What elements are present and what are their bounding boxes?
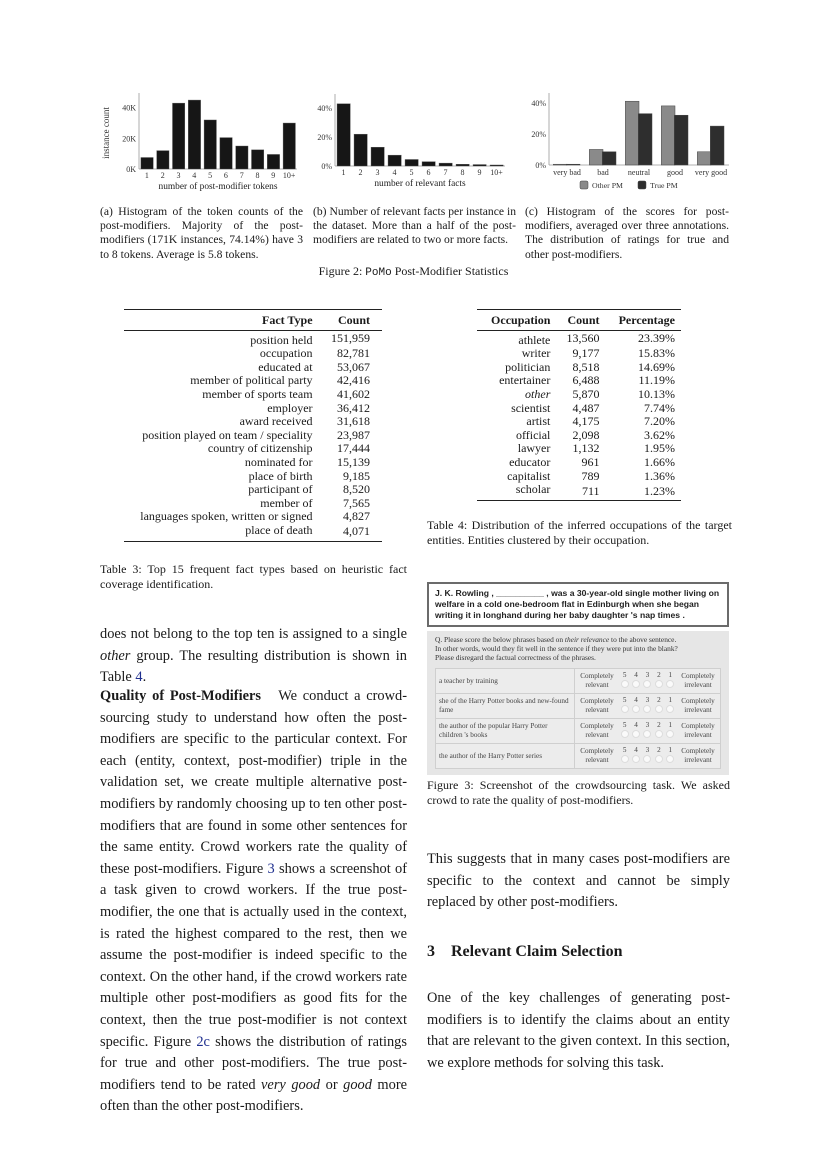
fact-type-cell: employer (267, 400, 313, 415)
bar (204, 120, 216, 169)
table3-row (124, 330, 382, 347)
count-cell: 23,987 (337, 427, 370, 442)
section-title: Relevant Claim Selection (451, 943, 623, 960)
occupation-cell: entertainer (499, 373, 551, 388)
crowd-phrase: a teacher by training (436, 669, 575, 694)
crowd-phrase-row: a teacher by training Completely relevant 5 4 3 2 1 Completely irrelevant (436, 669, 721, 694)
crowd-phrase: the author of the Harry Potter series (436, 744, 575, 769)
fact-type-cell: participant of (248, 482, 313, 497)
count-cell: 9,185 (343, 468, 370, 483)
x-tick-label: 10+ (282, 171, 296, 180)
y-tick-label: 40K (122, 103, 136, 113)
table3-header-fact-type: Fact Type (261, 313, 313, 327)
chart-a-token-counts (100, 92, 300, 192)
bar (490, 165, 503, 166)
fact-type-cell: place of birth (248, 468, 313, 483)
table-3-fact-types (124, 309, 382, 542)
x-tick-label: 1 (341, 168, 346, 177)
percentage-cell: 1.36% (644, 468, 675, 483)
bar (354, 134, 367, 166)
section-number: 3 (427, 943, 435, 960)
occupation-cell: scholar (515, 482, 551, 497)
count-cell: 4,487 (572, 400, 600, 415)
bar (188, 100, 200, 169)
crowd-question-box (427, 631, 729, 775)
table-4-link[interactable]: 4 (135, 669, 143, 686)
rating-radio-5[interactable] (621, 705, 629, 713)
table3-row (124, 497, 382, 511)
x-tick-label: 3 (375, 168, 380, 177)
table3-row (124, 388, 382, 402)
rating-radio-2[interactable] (655, 680, 663, 688)
bar (371, 147, 384, 166)
table3-header-count: Count (337, 313, 370, 327)
count-cell: 5,870 (572, 386, 600, 401)
bar (439, 163, 452, 166)
bar (337, 104, 350, 166)
bar-true-pm (710, 126, 724, 165)
table3-row (124, 524, 382, 541)
count-cell: 41,602 (337, 386, 370, 401)
left-paragraph-1: does not belong to the top ten is assigned to a single other group. The resulting distribution is shown in Table 4. (100, 626, 407, 686)
y-tick-label: 0% (321, 162, 332, 171)
count-cell: 2,098 (572, 427, 600, 442)
pomo-name: PoMo (365, 267, 392, 279)
table3-row (124, 510, 382, 524)
x-tick-label: very good (694, 168, 728, 177)
section-3-heading (427, 943, 623, 961)
percentage-cell: 10.13% (638, 386, 675, 401)
fact-type-cell: position held (250, 332, 313, 347)
bar-true-pm (566, 164, 580, 165)
table3-row (124, 429, 382, 443)
rating-radio-4[interactable] (632, 680, 640, 688)
y-tick-label: 40% (317, 104, 332, 114)
x-tick-label: 10+ (490, 168, 503, 177)
x-tick-label: 8 (460, 168, 465, 177)
count-cell: 4,071 (343, 524, 370, 539)
x-tick-label: 6 (426, 168, 431, 177)
fact-type-cell: place of death (245, 522, 313, 537)
crowd-phrase-row: the author of the popular Harry Potter children 's books Completely relevant 5 4 3 2 1 Completely irrelevant (436, 719, 721, 744)
rating-radio-4[interactable] (632, 730, 640, 738)
table-3-caption: Table 3: Top 15 frequent fact types based on heuristic fact coverage identification. (100, 562, 407, 591)
completely-irrelevant-label: Completely irrelevant (676, 669, 721, 694)
table4-row (477, 483, 681, 500)
table4-row (477, 388, 681, 402)
occupation-cell: capitalist (507, 468, 551, 483)
fact-type-cell: award received (239, 414, 313, 429)
table3-row (124, 415, 382, 429)
bar (267, 154, 279, 169)
x-tick-label: 2 (160, 171, 165, 180)
fact-type-cell: position played on team / speciality (142, 427, 313, 442)
fact-type-cell: nominated for (244, 454, 313, 469)
rating-radio-3[interactable] (643, 680, 651, 688)
rating-radio-4[interactable] (632, 705, 640, 713)
table4-row (477, 402, 681, 416)
bar (283, 123, 295, 169)
chart-b-relevant-facts (305, 92, 510, 192)
completely-relevant-label: Completely relevant (575, 669, 620, 694)
crowd-phrase: the author of the popular Harry Potter children 's books (436, 719, 575, 744)
table3-row (124, 456, 382, 470)
quality-heading: Quality of Post-Modifiers (100, 688, 261, 704)
chart-c-score-histogram (522, 92, 732, 200)
percentage-cell: 14.69% (638, 359, 675, 374)
left-paragraph-quality: Quality of Post-Modifiers We conduct a crowd-sourcing study to understand how often the post-modifiers are specific to the particular context. For each (entity, context, post-modifier) triple in the validation set, we create multiple alternative post-modifiers by randomly choosing up to ten other post-modifiers that are found in some other sentences for the same entity. Crowd workers rate the quality of these post-modifiers. Figure 3 shows a screenshot of a task given to crowd workers. If the true post-modifier, the one that is actually used in the context, is rated the highest compared to the rest, then we assume the post-modifier is indeed specific to the context. On the other hand, if the crowd workers rate multiple other post-modifiers as good fits for the context, then the true post-modifier is not context specific. Figure 2c shows the distribution of ratings for true and other post-modifiers. The true post-modifiers tend to be rated very good or good more often than the other post-modifiers. (100, 688, 408, 1115)
table4-row (477, 374, 681, 388)
table4-row (477, 456, 681, 470)
percentage-cell: 7.74% (644, 400, 675, 415)
occupation-cell: official (515, 427, 551, 442)
completely-irrelevant-label: Completely irrelevant (676, 694, 721, 719)
x-tick-label: very bad (553, 168, 581, 177)
completely-irrelevant-label: Completely irrelevant (676, 719, 721, 744)
y-tick-label: 20% (317, 133, 332, 143)
bar (220, 138, 232, 169)
figure-2c-caption: (c) Histogram of the scores for post-modifiers, averaged over three annotations. The distribution of ratings for true and other post-modifiers. (525, 205, 729, 261)
rating-radio-1[interactable] (666, 755, 674, 763)
percentage-cell: 3.62% (644, 427, 675, 442)
y-axis-label: instance count (101, 107, 111, 159)
x-axis-label: number of post-modifier tokens (158, 182, 278, 192)
crowd-sentence: J. K. Rowling , __________ , was a 30-year-old single mother living on welfare in a cold one-bedroom flat in Edinburgh when she began writing it in longhand during her baby daughter 's nap times . (427, 582, 729, 627)
legend-label: True PM (650, 181, 678, 190)
table3-row (124, 470, 382, 484)
occupation-cell: athlete (518, 332, 551, 347)
percentage-cell: 11.19% (638, 373, 675, 388)
x-tick-label: bad (597, 168, 609, 177)
table4-row (477, 415, 681, 429)
count-cell: 1,132 (572, 441, 600, 456)
occupation-cell: writer (521, 346, 551, 361)
rating-radio-2[interactable] (655, 705, 663, 713)
legend-swatch (638, 181, 646, 189)
table4-row (477, 442, 681, 456)
table4-row (477, 470, 681, 484)
table4-row (477, 429, 681, 443)
rating-radio-3[interactable] (643, 755, 651, 763)
rating-radio-5[interactable] (621, 755, 629, 763)
occupation-cell: lawyer (517, 441, 551, 456)
count-cell: 789 (581, 468, 600, 483)
percentage-cell: 1.66% (644, 454, 675, 469)
percentage-cell: 7.20% (644, 414, 675, 429)
count-cell: 36,412 (337, 400, 370, 415)
rating-radio-3[interactable] (643, 730, 651, 738)
bar (251, 150, 263, 169)
rating-radio-1[interactable] (666, 680, 674, 688)
count-cell: 4,827 (343, 509, 370, 524)
figure-2c-link[interactable]: 2c (196, 1033, 210, 1050)
figure-3-link[interactable]: 3 (267, 860, 275, 877)
figure-2a-caption: (a) Histogram of the token counts of the post-modifiers. Majority of the post-modifiers (171K instances, 74.14%) have 3 to 8 tokens. Average is 5.8 tokens. (100, 205, 303, 261)
table-4-occupations (477, 309, 681, 501)
fact-type-cell: member of political party (190, 373, 313, 388)
percentage-cell: 1.95% (644, 441, 675, 456)
count-cell: 13,560 (566, 331, 600, 346)
table4-header-percentage: Percentage (618, 313, 675, 327)
x-tick-label: 6 (223, 171, 228, 180)
count-cell: 53,067 (337, 359, 370, 374)
count-cell: 82,781 (337, 346, 370, 361)
bar-other-pm (625, 101, 639, 165)
bar-true-pm (638, 114, 652, 165)
count-cell: 8,518 (572, 359, 600, 374)
percentage-cell: 23.39% (638, 331, 675, 346)
legend-label: Other PM (592, 181, 623, 190)
x-tick-label: 7 (443, 168, 448, 177)
crowd-phrase: she of the Harry Potter books and new-found fame (436, 694, 575, 719)
occupation-cell: artist (526, 414, 551, 429)
fact-type-cell: country of citizenship (207, 441, 313, 456)
count-cell: 17,444 (337, 441, 370, 456)
table4-row (477, 347, 681, 361)
x-tick-label: 3 (176, 171, 181, 180)
count-cell: 4,175 (572, 414, 600, 429)
x-tick-label: 9 (477, 168, 482, 177)
y-tick-label: 0K (126, 165, 136, 174)
occupation-cell: other (525, 386, 551, 401)
occupation-cell: politician (505, 359, 551, 374)
right-paragraph-2: One of the key challenges of generating post-modifiers is to identify the claims about an entity that are relevant to the given context. In this section, we explore methods for solving this task. (427, 990, 730, 1071)
count-cell: 15,139 (337, 454, 370, 469)
x-tick-label: neutral (627, 168, 651, 177)
fact-type-cell: occupation (259, 346, 313, 361)
completely-irrelevant-label: Completely irrelevant (676, 744, 721, 769)
table4-row (477, 361, 681, 375)
rating-radio-1[interactable] (666, 730, 674, 738)
bar (236, 146, 248, 169)
x-axis-label: number of relevant facts (374, 179, 466, 189)
table4-row (477, 330, 681, 347)
bar (422, 162, 435, 166)
bar-other-pm (697, 152, 711, 165)
fact-type-cell: languages spoken, written or signed (140, 509, 313, 524)
percentage-cell: 1.23% (644, 483, 675, 498)
count-cell: 961 (581, 454, 600, 469)
bar-true-pm (674, 115, 688, 165)
rating-radio-3[interactable] (643, 705, 651, 713)
occupation-cell: educator (509, 454, 551, 469)
table4-header-count: Count (567, 313, 600, 327)
count-cell: 42,416 (337, 373, 370, 388)
legend-swatch (580, 181, 588, 189)
table3-row (124, 347, 382, 361)
x-tick-label: 2 (358, 168, 363, 177)
completely-relevant-label: Completely relevant (575, 744, 620, 769)
x-tick-label: 4 (192, 171, 197, 180)
x-tick-label: 8 (255, 171, 260, 180)
figure-2-title: Figure 2: PoMo Post-Modifier Statistics (318, 264, 509, 279)
y-tick-label: 20K (122, 134, 136, 144)
bar-other-pm (553, 164, 567, 165)
bar-other-pm (661, 106, 675, 165)
count-cell: 151,959 (331, 331, 370, 346)
table3-row (124, 361, 382, 375)
x-tick-label: 7 (239, 171, 244, 180)
x-tick-label: 1 (144, 171, 149, 180)
table3-row (124, 442, 382, 456)
rating-radio-5[interactable] (621, 680, 629, 688)
y-tick-label: 20% (531, 129, 546, 139)
rating-radio-5[interactable] (621, 730, 629, 738)
fact-type-cell: member of sports team (202, 386, 313, 401)
right-paragraph-1: This suggests that in many cases post-modifiers are specific to the context and cannot be simply replaced by other post-modifiers. (427, 851, 730, 911)
x-tick-label: 5 (208, 171, 213, 180)
bar (172, 103, 184, 169)
bar (473, 165, 486, 166)
x-tick-label: 9 (271, 171, 276, 180)
bar-other-pm (589, 149, 603, 165)
occupation-cell: scientist (511, 400, 551, 415)
x-tick-label: 5 (409, 168, 414, 177)
fact-type-cell: member of (260, 495, 313, 510)
percentage-cell: 15.83% (638, 346, 675, 361)
x-tick-label: 4 (392, 168, 397, 177)
count-cell: 6,488 (572, 373, 600, 388)
bar (141, 158, 153, 169)
y-tick-label: 0% (535, 161, 546, 170)
count-cell: 8,520 (343, 482, 370, 497)
crowd-phrase-row: the author of the Harry Potter series Completely relevant 5 4 3 2 1 Completely irrelevant (436, 744, 721, 769)
bar (405, 159, 418, 166)
rating-radio-2[interactable] (655, 755, 663, 763)
table3-row (124, 483, 382, 497)
rating-radio-1[interactable] (666, 705, 674, 713)
count-cell: 711 (581, 483, 600, 498)
table3-row (124, 402, 382, 416)
bar (388, 155, 401, 166)
count-cell: 7,565 (343, 495, 370, 510)
figure-3-caption: Figure 3: Screenshot of the crowdsourcing task. We asked crowd to rate the quality of post-modifiers. (427, 778, 730, 807)
crowdsourcing-screenshot (427, 582, 729, 775)
fact-type-cell: educated at (258, 359, 313, 374)
x-tick-label: good (667, 168, 683, 177)
count-cell: 31,618 (337, 414, 370, 429)
rating-radio-2[interactable] (655, 730, 663, 738)
figure-2b-caption: (b) Number of relevant facts per instance in the dataset. More than a half of the post-modifiers are related to two or more facts. (313, 205, 516, 247)
y-tick-label: 40% (531, 98, 546, 108)
table4-header-occupation: Occupation (491, 313, 551, 327)
table3-row (124, 374, 382, 388)
crowd-phrase-row: she of the Harry Potter books and new-found fame Completely relevant 5 4 3 2 1 Completely irrelevant (436, 694, 721, 719)
rating-radio-4[interactable] (632, 755, 640, 763)
completely-relevant-label: Completely relevant (575, 694, 620, 719)
bar-true-pm (602, 152, 616, 165)
bar (456, 164, 469, 166)
table-4-caption: Table 4: Distribution of the inferred occupations of the target entities. Entities clustered by their occupation. (427, 518, 732, 547)
count-cell: 9,177 (572, 346, 600, 361)
crowd-rating-table (435, 668, 721, 769)
bar (157, 151, 169, 169)
crowd-question: Q. Please score the below phrases based on their relevance to the above sentence. In other words, would they fit well in the sentence if they were put into the blank? Please disregard the factual correctness of the phrases. (435, 635, 678, 662)
completely-relevant-label: Completely relevant (575, 719, 620, 744)
